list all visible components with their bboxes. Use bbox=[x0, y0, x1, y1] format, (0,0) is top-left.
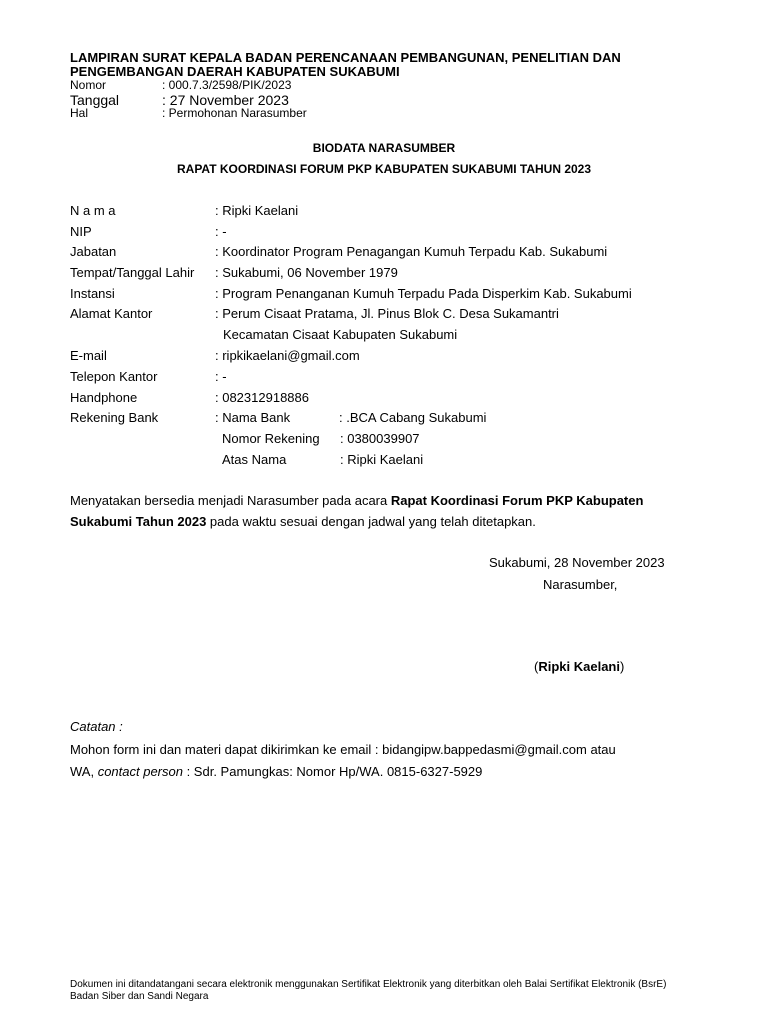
biodata-value: : Nama Bank bbox=[215, 410, 291, 425]
biodata-label: Alamat Kantor bbox=[70, 306, 153, 321]
signature-role: Narasumber, bbox=[543, 577, 618, 592]
note-contact-detail: : Sdr. Pamungkas: Nomor Hp/WA. 0815-6327-5929 bbox=[182, 764, 483, 779]
biodata-label: Rekening Bank bbox=[70, 410, 159, 425]
hal-label: Hal bbox=[70, 106, 89, 120]
statement-event-name-cont: Sukabumi Tahun 2023 bbox=[70, 514, 207, 529]
bank-label: Atas Nama bbox=[222, 452, 287, 467]
nomor-value: : 000.7.3/2598/PIK/2023 bbox=[162, 78, 292, 92]
bank-row-nomor bbox=[222, 431, 420, 446]
biodata-label: NIP bbox=[70, 224, 92, 239]
note-heading bbox=[70, 719, 123, 734]
close-paren: ) bbox=[619, 659, 625, 674]
statement-line-1 bbox=[70, 493, 695, 508]
biodata-label: Tempat/Tanggal Lahir bbox=[70, 265, 195, 280]
hal-value: : Permohonan Narasumber bbox=[162, 106, 307, 120]
biodata-row-telepon bbox=[70, 369, 227, 384]
signature-name-line bbox=[534, 659, 624, 674]
biodata-value: : Koordinator Program Penagangan Kumuh Terpadu Kab. Sukabumi bbox=[215, 244, 608, 259]
note-heading-text: Catatan : bbox=[70, 719, 123, 734]
biodata-row-handphone bbox=[70, 390, 309, 405]
signature-place-date: Sukabumi, 28 November 2023 bbox=[489, 555, 665, 570]
note-contact-person: contact person bbox=[97, 764, 183, 779]
tanggal-value: : 27 November 2023 bbox=[162, 92, 289, 108]
biodata-value: : Program Penanganan Kumuh Terpadu Pada Disperkim Kab. Sukabumi bbox=[215, 286, 632, 301]
statement-event-name: Rapat Koordinasi Forum PKP Kabupaten bbox=[390, 493, 644, 508]
open-paren: ( bbox=[534, 659, 539, 674]
meta-hal bbox=[70, 107, 307, 120]
biodata-row-rekening bbox=[70, 410, 486, 425]
biodata-row-nama bbox=[70, 203, 298, 218]
biodata-row-instansi bbox=[70, 286, 632, 301]
bank-row-atas-nama bbox=[222, 452, 423, 467]
doc-title: BIODATA NARASUMBER bbox=[312, 141, 456, 155]
header-title: LAMPIRAN SURAT KEPALA BADAN PERENCANAAN PEMBANGUNAN, PENELITIAN DAN PENGEMBANGAN DAERAH KABUPATEN SUKABUMI bbox=[70, 50, 621, 79]
biodata-value: Kecamatan Cisaat Kabupaten Sukabumi bbox=[223, 327, 458, 342]
biodata-label: Handphone bbox=[70, 390, 138, 405]
biodata-row-alamat bbox=[70, 306, 559, 321]
biodata-value: : 082312918886 bbox=[215, 390, 309, 405]
biodata-value: : - bbox=[215, 369, 227, 384]
statement-line-2 bbox=[70, 514, 695, 529]
meta-nomor bbox=[70, 79, 291, 92]
biodata-row-nip bbox=[70, 224, 227, 239]
footer-disclaimer: Dokumen ini ditandatangani secara elektronik menggunakan Sertifikat Elektronik yang diterbitkan oleh Balai Sertifikat Elektronik (BsrE) Badan Siber dan Sandi Negara bbox=[70, 979, 667, 1002]
bank-value: : 0380039907 bbox=[340, 431, 420, 446]
biodata-label: Telepon Kantor bbox=[70, 369, 158, 384]
bank-label: Nomor Rekening bbox=[222, 431, 320, 446]
biodata-value: : Sukabumi, 06 November 1979 bbox=[215, 265, 398, 280]
biodata-row-ttl bbox=[70, 265, 398, 280]
biodata-row-jabatan bbox=[70, 244, 607, 259]
biodata-value: : - bbox=[215, 224, 227, 239]
biodata-row-alamat-2 bbox=[223, 327, 457, 342]
biodata-value: : Perum Cisaat Pratama, Jl. Pinus Blok C. Desa Sukamantri bbox=[215, 306, 559, 321]
signature-name: Ripki Kaelani bbox=[538, 659, 620, 674]
tanggal-label: Tanggal bbox=[70, 92, 120, 108]
statement-text: Menyatakan bersedia menjadi Narasumber pada acara bbox=[70, 493, 391, 508]
biodata-label: E-mail bbox=[70, 348, 107, 363]
bank-value: : Ripki Kaelani bbox=[340, 452, 424, 467]
biodata-label: Jabatan bbox=[70, 244, 117, 259]
doc-subtitle: RAPAT KOORDINASI FORUM PKP KABUPATEN SUKABUMI TAHUN 2023 bbox=[176, 162, 592, 176]
bank-name-value: : .BCA Cabang Sukabumi bbox=[339, 410, 487, 425]
biodata-value: : Ripki Kaelani bbox=[215, 203, 299, 218]
note-line-1: Mohon form ini dan materi dapat dikirimkan ke email : bidangipw.bappedasmi@gmail.com atau bbox=[70, 742, 616, 757]
nomor-label: Nomor bbox=[70, 78, 107, 92]
biodata-value: : ripkikaelani@gmail.com bbox=[215, 348, 360, 363]
statement-text-cont: pada waktu sesuai dengan jadwal yang telah ditetapkan. bbox=[206, 514, 536, 529]
biodata-row-email bbox=[70, 348, 360, 363]
biodata-label: Instansi bbox=[70, 286, 115, 301]
note-text: WA, bbox=[70, 764, 98, 779]
biodata-label: N a m a bbox=[70, 203, 116, 218]
note-line-2 bbox=[70, 764, 482, 779]
